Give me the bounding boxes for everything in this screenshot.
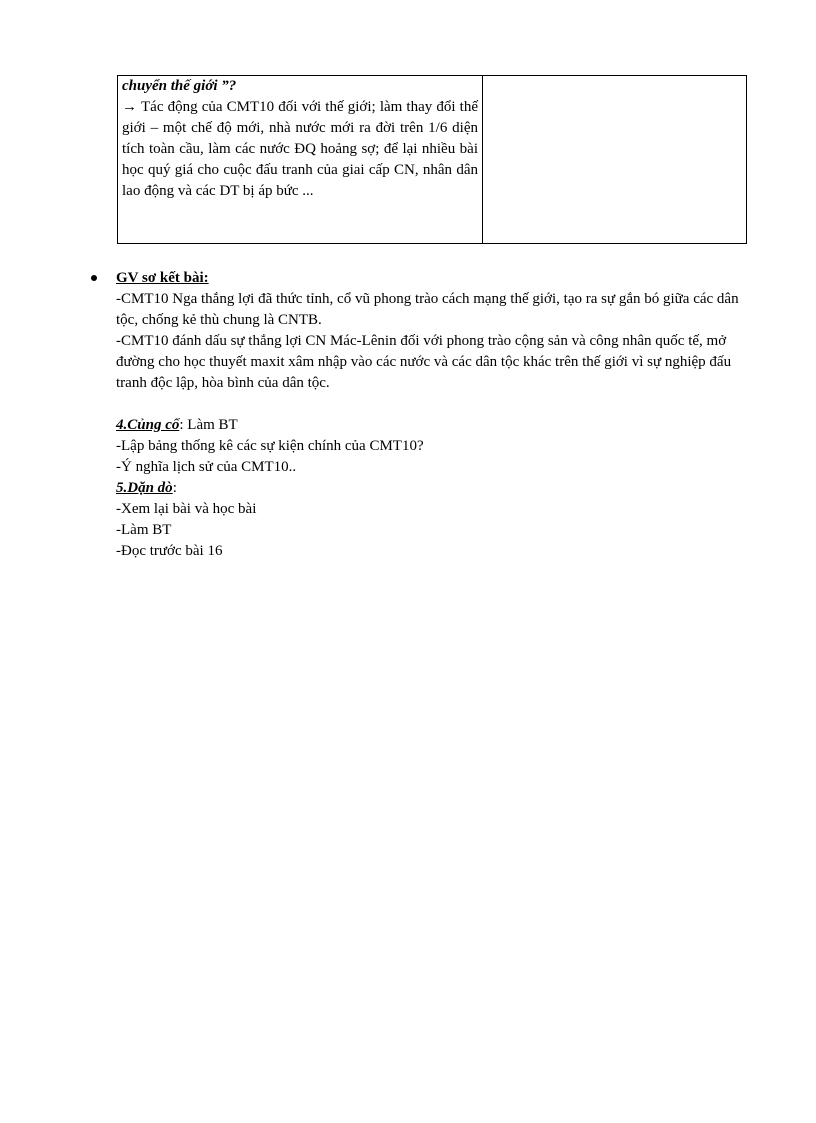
summary-section (116, 268, 748, 394)
table-row (118, 76, 747, 244)
list-item: -Lập bảng thống kê các sự kiện chính của CMT10? (116, 438, 424, 454)
list-item: -Ý nghĩa lịch sử của CMT10.. (116, 459, 297, 475)
list-item: -Làm BT (116, 522, 172, 538)
content-table (117, 75, 747, 244)
arrow-right-icon: → (122, 99, 137, 115)
cell-body-text: Tác động của CMT10 đối với thế giới; làm thay đổi thế giới – một chế độ mới, nhà nước mới ra đời trên 1/6 diện tích toàn cầu, làm các nước ĐQ hoảng sợ; để lại nhiều bài học quý giá cho cuộc đấu tranh của giai cấp CN, nhân dân lao động và các DT bị áp bức ... (122, 99, 478, 199)
table-cell-right (483, 76, 747, 244)
summary-heading: GV sơ kết bài: (116, 270, 209, 286)
consolidate-title (116, 415, 748, 436)
table-cell-left (118, 76, 483, 244)
list-item: -Đọc trước bài 16 (116, 543, 223, 559)
cell-body (122, 97, 478, 202)
homework-title (116, 478, 748, 499)
homework-section (116, 478, 748, 562)
homework-heading: 5.Dặn dò (116, 480, 173, 496)
consolidate-section (116, 415, 748, 478)
cell-heading: chuyển thế giới ”? (122, 78, 237, 94)
consolidate-suffix: : Làm BT (179, 417, 238, 433)
summary-paragraph: -CMT10 đánh dấu sự thắng lợi CN Mác-Lênin đối với phong trào cộng sản và công nhân quốc tế, mở đường cho học thuyết maxit xâm nhập vào các nước và các dân tộc khác trên thế giới vì sự nghiệp đấu tranh độc lập, hòa bình của dân tộc. (116, 333, 732, 391)
summary-paragraph: -CMT10 Nga thắng lợi đã thức tỉnh, cổ vũ phong trào cách mạng thế giới, tạo ra sự gắn bó giữa các dân tộc, chống kẻ thù chung là CNTB. (116, 291, 739, 328)
homework-suffix: : (172, 480, 177, 496)
consolidate-heading: 4.Củng cố (116, 417, 180, 433)
list-item: -Xem lại bài và học bài (116, 501, 257, 517)
bullet-icon (91, 275, 97, 281)
